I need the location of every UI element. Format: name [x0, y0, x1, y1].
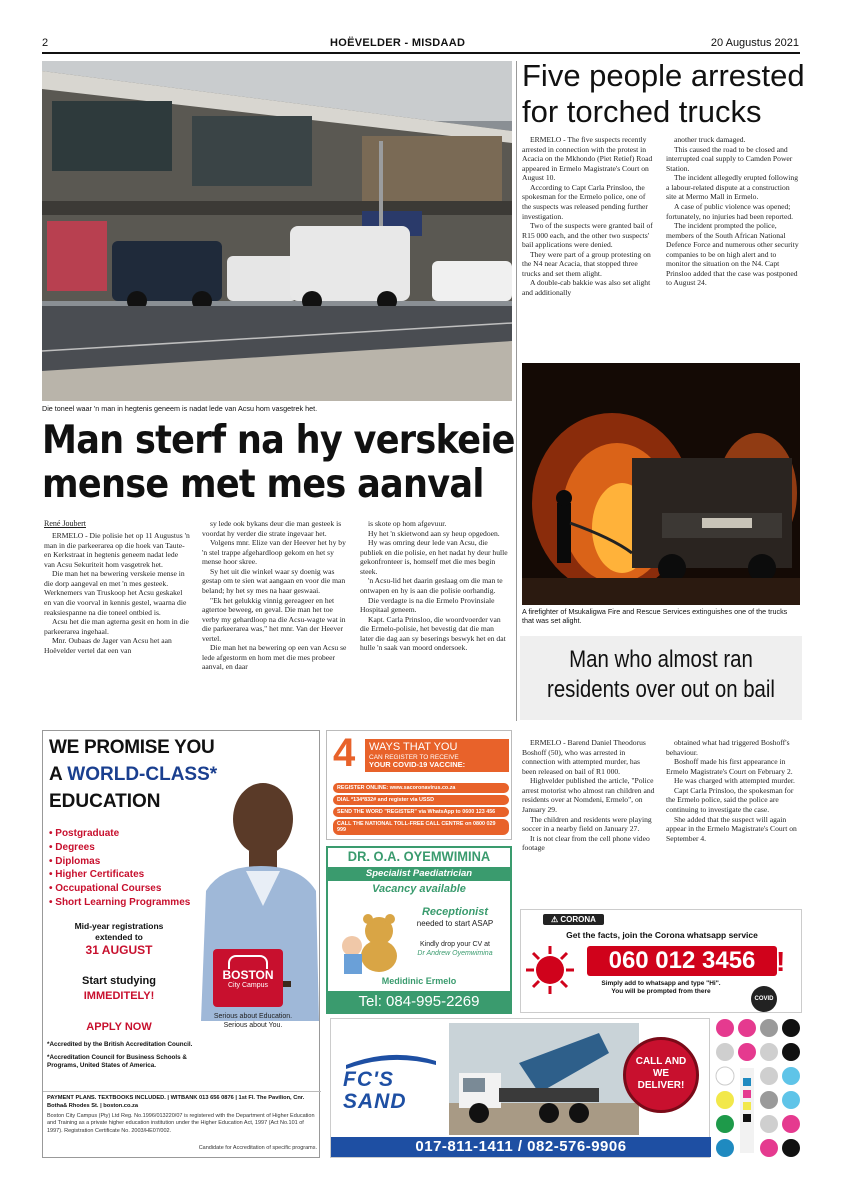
trucks-story-col2 [666, 135, 800, 288]
accred-1: *Accredited by the British Accreditation Council. [47, 1041, 193, 1048]
call-deliver-badge[interactable] [623, 1037, 699, 1113]
print-colour-bar [714, 1018, 800, 1158]
page-date: 20 Augustus 2021 [710, 37, 799, 49]
corona-label [543, 914, 604, 925]
fcs-brand-2: SAND [343, 1090, 407, 1113]
boston-footer-rule [43, 1091, 321, 1092]
paragraph: sy lede ook bykans deur die man gesteek is voordat hy verder die strate ingevaar het. [202, 519, 342, 538]
trucks-headline-line2: for torched trucks [522, 94, 762, 129]
covid-number: 4 [333, 731, 356, 775]
doctor-vacancy: Vacancy available [372, 883, 466, 895]
paragraph: is skote op hom afgevuur. [368, 519, 447, 528]
badge-line3: DELIVER! [637, 1080, 685, 1091]
covid-title-box [365, 739, 509, 772]
paragraph: Kapt. Carla Prinsloo, die woordvoerder van die Ermelo-polisie, het bevestig dat die man later die dag aan sy beserings beswyk het en dat hulle 'n saak van moord ondersoek. [360, 614, 506, 653]
paragraph: Highvelder published the article, "Police arrest motorist who almost ran children and residents over at Nomdeni, Ermelo", on January 29. [522, 776, 655, 814]
ran-story-col2 [666, 738, 800, 843]
fcs-sand-ad[interactable] [330, 1018, 710, 1158]
cv-line2: Dr Andrew Oyemwimina [417, 950, 493, 958]
main-story-col2 [202, 519, 348, 672]
boston-tagline [203, 1013, 303, 1031]
boston-start [49, 974, 189, 1004]
course-item: • Higher Certificates [49, 869, 145, 881]
paragraph: Capt Carla Prinsloo, the spokesman for the Ermelo police, said the police are continuing to investigate the case. [666, 785, 794, 814]
paragraph: He was charged with attempted murder. [674, 776, 795, 786]
doctor-clinic: Medidinic Ermelo [381, 976, 457, 986]
corona-note-2: You will be prompted from there [611, 988, 711, 996]
accred-2: *Accreditation Council for Business Schools & Programs, United States of America. [47, 1054, 187, 1070]
doctor-name: DR. O.A. OYEMWIMINA [347, 848, 491, 864]
tagline-1: Serious about Education. [213, 1013, 293, 1020]
fire-photo-caption: A firefighter of Msukaligwa Fire and Rescue Services extinguishes one of the trucks that was set alight. [522, 607, 788, 625]
paragraph: According to Capt Carla Prinsloo, the spokesman for the Ermelo police, one of the suspects was released pending further investigation. [522, 182, 648, 221]
boston-footer-note: Candidate for Accreditation of specific programs. [198, 1145, 317, 1151]
paragraph: Die man het na bewering op een van Acsu se lede afgestorm en hom met die mes probeer aanval, en daar [202, 643, 347, 672]
course-item: • Occupational Courses [49, 883, 162, 895]
covid-way-item: SEND THE WORD "REGISTER" via WhatsApp to 0600 123 456 [333, 807, 509, 817]
boston-footer-contact: PAYMENT PLANS. TEXTBOOKS INCLUDED. | WITBANK 013 656 0876 | 1st Fl. The Pavilion, Cnr. Botha& Rhodes St. | boston.co.za [47, 1095, 305, 1109]
main-story-col3 [360, 519, 508, 653]
parking-photo-caption: Die toneel waar 'n man in hegtenis geneem is nadat lede van Acsu hom vasgetrek het. [42, 404, 318, 413]
tagline-2: Serious about You. [223, 1021, 283, 1029]
paragraph: 'n Acsu-lid het daarin geslaag om die man te ontwapen en hy is aan die polisie oorhandig. [360, 576, 503, 595]
tipper-truck-photo [449, 1023, 639, 1135]
covid19-logo: COVID [751, 986, 777, 1012]
covid-line1: WAYS THAT YOU [369, 741, 458, 753]
badge-line2: WE [652, 1068, 670, 1079]
paragraph: Volgens mnr. Elize van der Heever het hy by 'n stel trappe afgehardloop gekom en het sy mense hoor skree. [202, 538, 346, 567]
corona-whatsapp-number[interactable]: 060 012 3456 [587, 946, 777, 976]
ran-story-col1 [522, 738, 656, 853]
corona-note-1: Simply add to whatsapp and type "Hi". [601, 980, 721, 987]
boston-logo-name: BOSTON [222, 968, 274, 982]
course-item: • Postgraduate [49, 828, 120, 839]
paragraph: The incident allegedly erupted following a labour-related dispute at a construction site at Mermo Mall in Ermelo. [666, 173, 798, 202]
course-item: • Short Learning Programmes [49, 896, 191, 908]
covid-way-item: DIAL *134*832# and register via USSD [333, 795, 509, 805]
boston-headline-1: WE PROMISE YOU [49, 737, 215, 758]
paragraph: Die man het na bewering verskeie mense in die dorp aangeval en met 'n mes gesteek. Werknemers van Truskoop het Acsu geskakel en van die voorval in kennis gestel, waarna die reaksiespanne na die toneel ontbied is. [44, 569, 187, 617]
paragraph: Die verdagte is na die Ermelo Provinsiale Hospitaal geneem. [360, 595, 495, 615]
parking-scene-photo [42, 61, 512, 401]
section-title: HOËVELDER - MISDAAD [330, 37, 466, 49]
paragraph: ERMELO - Barend Daniel Theodorus Boshoff (50), who was arrested in connection with attempted murder, has been released on bail of R1 000. [522, 738, 646, 776]
paragraph: A case of public violence was opened; fortunately, no injuries had been reported. [666, 201, 794, 221]
reg-date: 31 AUGUST [85, 943, 153, 958]
covid-ways-list [333, 783, 509, 835]
boston-headline-2b: WORLD-CLASS* [67, 764, 218, 785]
paragraph: She added that the suspect will again appear in the Ermelo Magistrate's Court on September 4. [666, 814, 797, 843]
covid-way-item: REGISTER ONLINE: www.sacoronavirus.co.za [333, 783, 509, 793]
paragraph: Hy was omring deur lede van Acsu, die publiek en die polisie, en het nadat hy deur hulle gekonfronteer is, homself met die mes begin steek. [360, 538, 508, 576]
paragraph: They were part of a group protesting on the N4 near Acacia, that stopped three trucks and set them alight. [522, 249, 651, 278]
teddy-bear-icon [334, 906, 404, 976]
corona-note [571, 980, 751, 997]
course-item: • Degrees [49, 841, 95, 853]
main-story-col1 [44, 531, 190, 655]
boston-logo [213, 949, 283, 1007]
covid-way-item: CALL THE NATIONAL TOLL-FREE CALL CENTRE on 0800 029 999 [333, 819, 509, 835]
doctor-specialty: Specialist Paediatrician [328, 867, 510, 881]
paragraph: "Ek het gelukkig vinnig gereageer en het agtertoe beweeg, en geval. Die man het toe verby my gehardloop na die Acsu-wagte wat in die parkeerarea was," het mnr. Van der Heever vertel. [202, 595, 346, 643]
paragraph: ERMELO - Die polisie het op 11 Augustus 'n man in die parkeerarea op die hoek van Taute- en Kerkstraat in hegtenis geneem nadat lede van Acsu Sekuriteit hom vasgetrek het. [44, 531, 190, 569]
paragraph: Hy het 'n skietwond aan sy heup opgedoen. [368, 528, 500, 538]
header-rule [42, 52, 800, 54]
virus-icon [525, 940, 575, 1000]
exclamation-icon: ! [776, 946, 786, 977]
start-line2: IMMEDITELY! [83, 989, 155, 1002]
column-divider [516, 61, 517, 721]
paragraph: A double-cab bakkie was also set alight and additionally [522, 278, 651, 297]
paragraph: It is not clear from the cell phone video footage [522, 833, 650, 853]
covid-vaccine-ad[interactable] [326, 730, 512, 840]
corona-label-text: CORONA [560, 915, 596, 924]
trucks-headline-line1: Five people arrested [522, 58, 805, 93]
corona-title: Get the facts, join the Corona whatsapp service [566, 930, 758, 940]
boston-ad[interactable] [42, 730, 320, 1158]
covid-line3: YOUR COVID-19 VACCINE: [369, 760, 466, 770]
fcs-brand-1: FC'S [343, 1068, 394, 1091]
boston-headline-2a: A [49, 764, 68, 785]
paragraph: obtained what had triggered Boshoff's behaviour. [666, 738, 790, 757]
boston-registration [49, 921, 189, 959]
badge-line1: CALL AND [635, 1056, 687, 1067]
boston-logo-arch-icon [228, 955, 268, 969]
doctor-role: Receptionist [421, 906, 488, 918]
paragraph: This caused the road to be closed and interrupted coal supply to Camden Power Station. [666, 144, 793, 173]
boston-footer-legal: Boston City Campus (Pty) Ltd Reg. No.1996/013220/07 is registered with the Department of Higher Education and Training as a private higher education institution under the Higher Education Act, 1997 (Act No.101 of 1997). Registration Certificate No. 2003/HE07/002. [47, 1113, 315, 1134]
boston-headline-3: EDUCATION [49, 791, 161, 812]
paragraph: another truck damaged. [674, 135, 746, 144]
main-headline-line1: Man sterf na hy verskeie [42, 418, 515, 463]
trucks-story-col1 [522, 135, 656, 298]
truck-fire-photo [522, 363, 800, 605]
boston-logo-sub: City Campus [227, 982, 269, 990]
paragraph: Sy het uit die winkel waar sy doenig was gestap om te sien wat aangaan en voor die man beland; hy het sy mes na haar geswaai. [202, 566, 346, 595]
fcs-phone-numbers[interactable]: 017-811-1411 / 082-576-9906 [331, 1137, 711, 1157]
covid-line2: CAN REGISTER TO RECEIVE [369, 753, 459, 761]
ran-headline-line1: Man who almost ran [569, 646, 753, 673]
paragraph: The incident prompted the police, members of the South African National Defence Force and numerous other security companies to be on high alert and to monitor the situation on the N4. Capt Prinsloo added that the case was postponed to August 24. [666, 221, 799, 288]
author-byline: René Joubert [44, 519, 86, 528]
doctor-ad[interactable] [326, 846, 512, 1014]
ran-headline-line2: residents over out on bail [547, 676, 775, 703]
page-number: 2 [42, 37, 49, 49]
doctor-phone[interactable]: Tel: 084-995-2269 [328, 991, 510, 1012]
reg-line2: extended to [95, 932, 143, 943]
paragraph: Mnr. Oubaas de Jager van Acsu het aan Hoëvelder vertel dat een van [44, 636, 172, 655]
reg-line1: Mid-year registrations [74, 921, 164, 931]
warning-icon: ⚠ [551, 915, 561, 924]
doctor-role-sub: needed to start ASAP [416, 919, 494, 928]
paragraph: ERMELO - The five suspects recently arrested in connection with the protest in Acacia on the Mkhondo (Piet Retief) Road appeared in Ermelo Magistrate's Court on August 10. [522, 135, 653, 183]
doctor-cv [400, 940, 510, 958]
boston-accreditation [47, 1041, 197, 1071]
cv-line1: Kindly drop your CV at [419, 941, 491, 948]
apply-now-button[interactable]: APPLY NOW [86, 1021, 152, 1033]
paragraph: Two of the suspects were granted bail of R15 000 each, and the other two suspects' bail applications were denied. [522, 221, 653, 250]
main-headline-line2: mense met mes aanval [42, 462, 484, 507]
course-item: • Diplomas [49, 855, 101, 867]
paragraph: Acsu het die man agterna gesit en hom in die parkeerarea ingehaal. [44, 617, 189, 636]
start-line1: Start studying [82, 975, 156, 987]
paragraph: Boshoff made his first appearance in Ermelo Magistrate's Court on February 2. [666, 757, 793, 776]
corona-whatsapp-ad[interactable] [520, 909, 802, 1013]
boston-courses [49, 827, 190, 910]
paragraph: The children and residents were playing soccer in a nearby field on January 27. [522, 814, 652, 834]
